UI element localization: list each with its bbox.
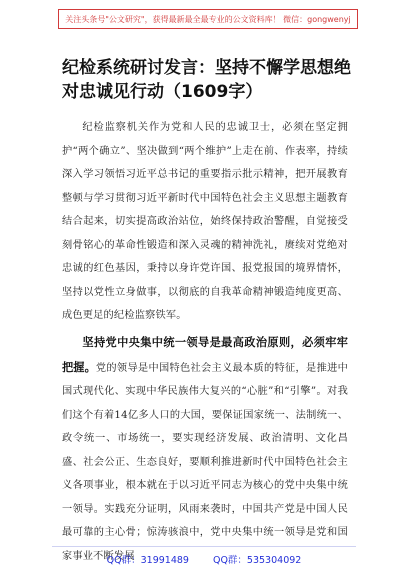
footer xyxy=(0,548,408,570)
promo-banner xyxy=(58,9,358,29)
footer-divider xyxy=(52,546,356,547)
body-paragraph-1: 纪检监察机关作为党和人民的忠诚卫士，必须在坚定拥护“两个确立”、坚决做到“两个维护”上走在前、作表率，持续深入学习领悟习近平总书记的重要指示批示精神，把开展教育整顿与学习贯彻习近平新时代中国特色社会主义思想主题教育结合起来，切实提高政治站位，始终保持政治警醒，自觉接受刻骨铭心的革命性锻造和深入灵魂的精神洗礼，赓续对党绝对忠诚的红色基因，秉持以身许党许国、报党报国的境界情怀，坚持以党性立身做事，以彻底的自我革命精神锻造纯度更高、成色更足的纪检监察铁军。 xyxy=(62,122,348,321)
promo-banner-text: 关注头条号"公文研究"，获得最新最全最专业的公文资料库！ 微信：gongwenyj xyxy=(65,14,351,24)
paragraph-2-lead-sentence: 坚持党中央集中统一领导是最高政治原则，必须牢牢把握。 xyxy=(62,336,348,374)
paragraph-2-body: 党的领导是中国特色社会主义最本质的特征，是推进中国式现代化、实现中华民族伟大复兴的“心脏”和“引擎”。对我们这个有着14亿多人口的大国，要保证国家统一、法制统一、政令统一、市场统一，要实现经济发展、政治清明、文化昌盛、社会公正、生态良好，要顺利推进新时代中国特色社会主义各项事业，根本就在于以习近平同志为核心的党中央集中统一领导。实践充分证明，风雨来袭时，中国共产党是中国人民最可靠的主心骨；惊涛骇浪中，党中央集中统一领导是党和国家事业不断发展 xyxy=(62,362,348,562)
body-paragraph-2 xyxy=(62,331,348,568)
footer-qq-group-1: QQ群：31991489 xyxy=(106,555,189,566)
footer-qq-group-2: QQ群：535304092 xyxy=(212,555,302,566)
document-title: 纪检系统研讨发言：坚持不懈学思想绝对忠诚见行动（1609字） xyxy=(62,58,351,102)
